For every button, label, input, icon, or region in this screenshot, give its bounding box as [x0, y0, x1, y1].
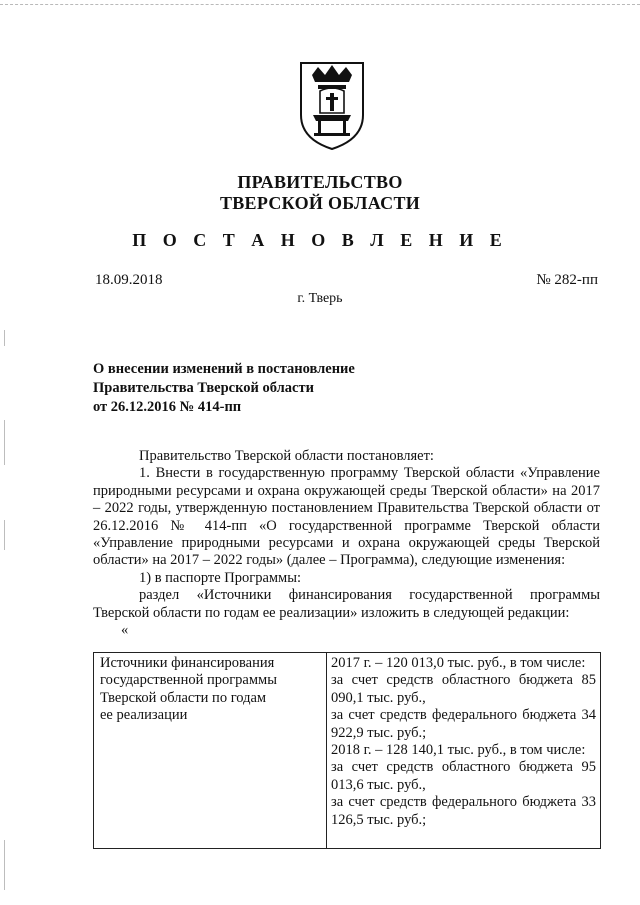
scan-margin-mark	[4, 520, 5, 550]
scan-margin-mark	[4, 840, 5, 890]
amount-line: 2018 г. – 128 140,1 тыс. руб., в том числе:	[331, 742, 586, 759]
coat-of-arms-emblem	[296, 55, 368, 153]
document-type-title: П О С Т А Н О В Л Е Н И Е	[132, 230, 508, 250]
label-line: ее реализации	[100, 707, 188, 724]
opening-quote: «	[121, 622, 129, 639]
subject-line: от 26.12.2016 № 414-пп	[93, 399, 242, 415]
financing-sources-label-cell	[94, 653, 327, 849]
table-row	[94, 653, 601, 849]
financing-amounts-cell	[327, 653, 601, 849]
organization-name-line2: ТВЕРСКОЙ ОБЛАСТИ	[219, 193, 421, 213]
amount-line: за счет средств областного бюджета 95 013,6 тыс. руб.,	[331, 759, 596, 793]
subject-line: О внесении изменений в постановление	[93, 361, 355, 377]
scan-top-border	[0, 4, 640, 5]
scan-margin-mark	[4, 420, 5, 465]
amount-line: за счет средств федерального бюджета 34 922,9 тыс. руб.;	[331, 707, 596, 741]
item-1-paragraph: 1. Внести в государственную программу Тверской области «Управление природными ресурсами и охрана окружающей среды Тверской области» на 2017 – 2022 годы, утвержденную постановлением Правительства Тверской области от 26.12.2016 № 414-пп «О государственной программе Тверской области «Управление природными ресурсами и охрана окружающей среды Тверской области» на 2017 – 2022 годы» (далее – Программа), следующие изменения:	[93, 465, 600, 569]
subject-line: Правительства Тверской области	[93, 380, 314, 396]
document-body	[93, 448, 600, 639]
document-date: 18.09.2018	[95, 272, 163, 288]
financing-table	[93, 652, 601, 849]
amount-line: за счет средств федерального бюджета 33 126,5 тыс. руб.;	[331, 794, 596, 828]
organization-name-line1: ПРАВИТЕЛЬСТВО	[237, 172, 403, 192]
label-line: государственной программы	[100, 672, 277, 689]
scan-margin-mark	[4, 330, 5, 346]
label-line: Источники финансирования	[100, 655, 275, 671]
amount-line: 2017 г. – 120 013,0 тыс. руб., в том числе:	[331, 655, 586, 671]
document-city: г. Тверь	[297, 291, 343, 306]
subitem-1-paragraph: 1) в паспорте Программы:	[139, 569, 301, 586]
section-paragraph: раздел «Источники финансирования государственной программы Тверской области по годам ее реализации» изложить в следующей редакции:	[93, 587, 600, 621]
preamble-paragraph: Правительство Тверской области постановляет:	[139, 448, 434, 464]
amount-line: за счет средств областного бюджета 85 090,1 тыс. руб.,	[331, 672, 596, 706]
label-line: Тверской области по годам	[100, 689, 267, 706]
document-number: № 282-пп	[536, 272, 598, 288]
document-subject	[93, 360, 513, 417]
